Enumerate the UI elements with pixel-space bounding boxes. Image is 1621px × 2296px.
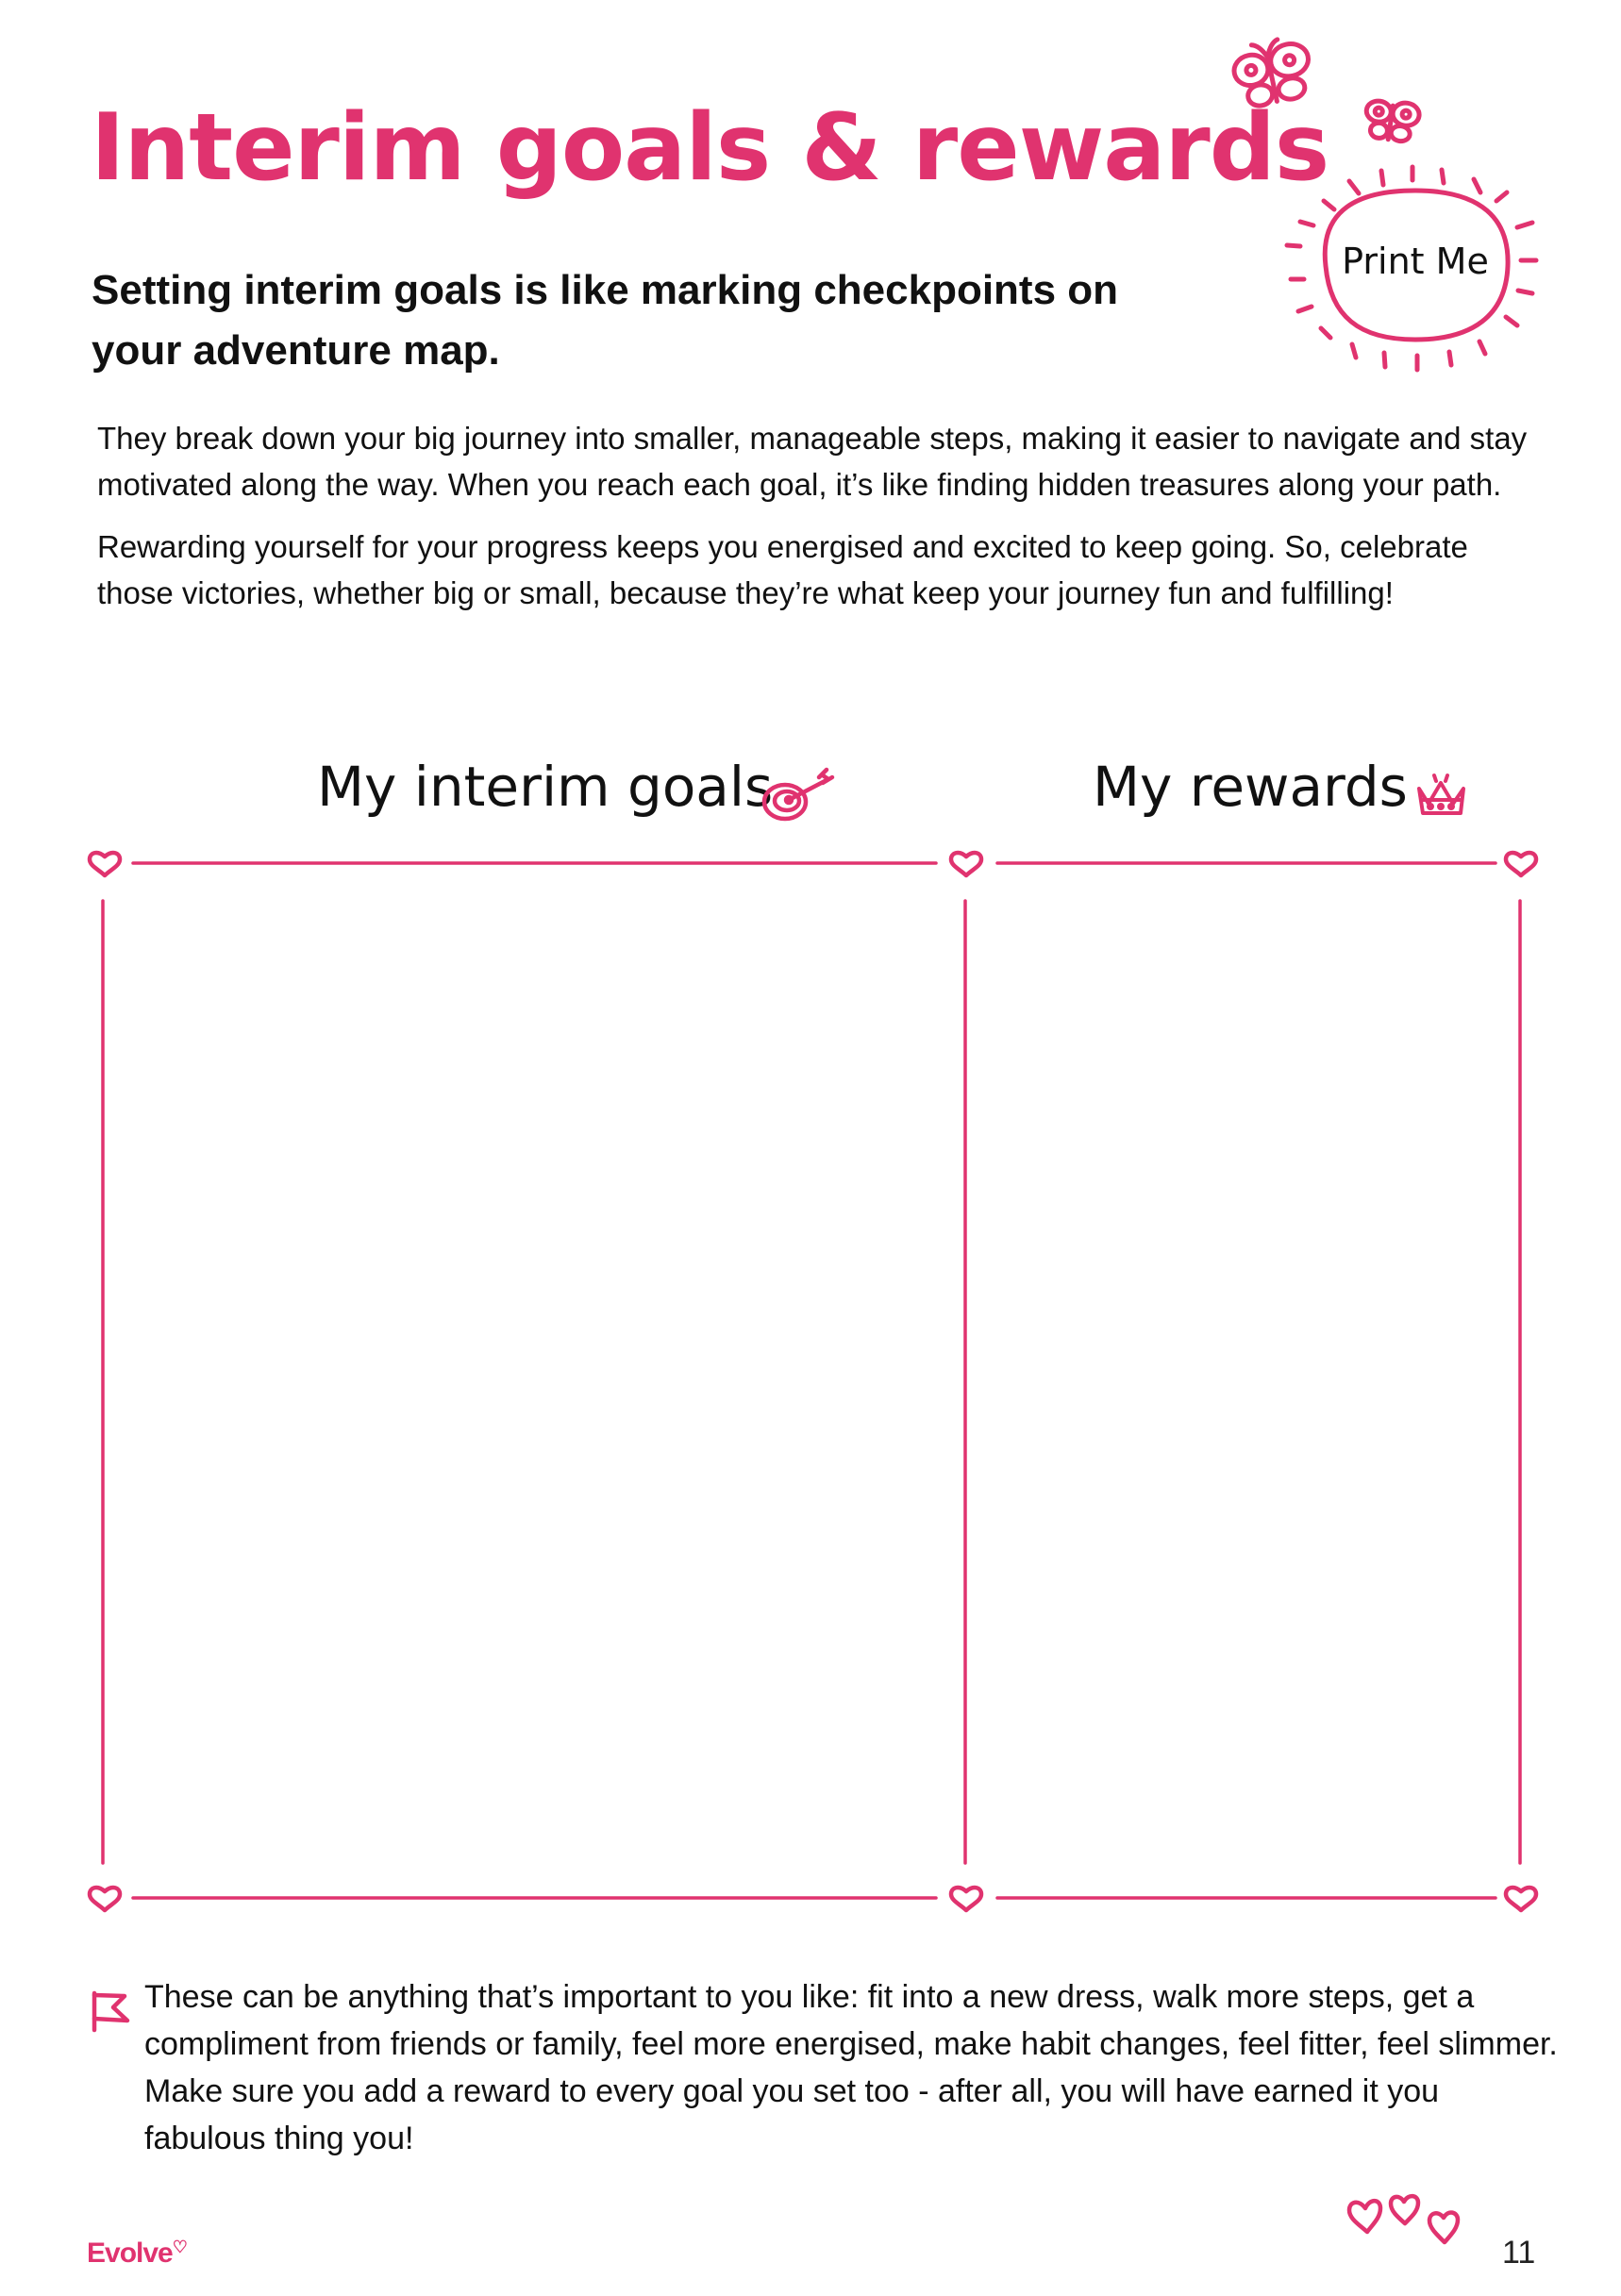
page-number: 11	[1502, 2235, 1536, 2271]
footnote-text: These can be anything that’s important to you like: fit into a new dress, walk more steps, get a compliment from friends or family, feel more energised, make habit changes, feel fitter, feel slimmer. Make sure you add a reward to every goal you set too - after all, you will have earned it you fabulous thing you!	[144, 1979, 1558, 2156]
rewards-column-heading: My rewards	[1093, 755, 1408, 819]
goals-column-heading: My interim goals	[317, 755, 774, 819]
page-subtitle: Setting interim goals is like marking checkpoints on your adventure map.	[92, 267, 1119, 374]
print-me-label: Print Me	[1342, 241, 1489, 282]
page-title: Interim goals & rewards	[91, 94, 1329, 202]
intro-paragraph-1: They break down your big journey into smaller, manageable steps, making it easier to navigate and stay motivated along the way. When you reach each goal, it’s like finding hidden treasures along your path.	[97, 421, 1528, 502]
logo-heart-icon: ♡	[172, 2238, 187, 2256]
logo-text: Evolve	[87, 2238, 173, 2269]
intro-paragraph-2: Rewarding yourself for your progress keeps you energised and excited to keep going. So, celebrate those victories, whether big or small, because they’re what keep your journey fun and fulfilling!	[97, 529, 1468, 610]
